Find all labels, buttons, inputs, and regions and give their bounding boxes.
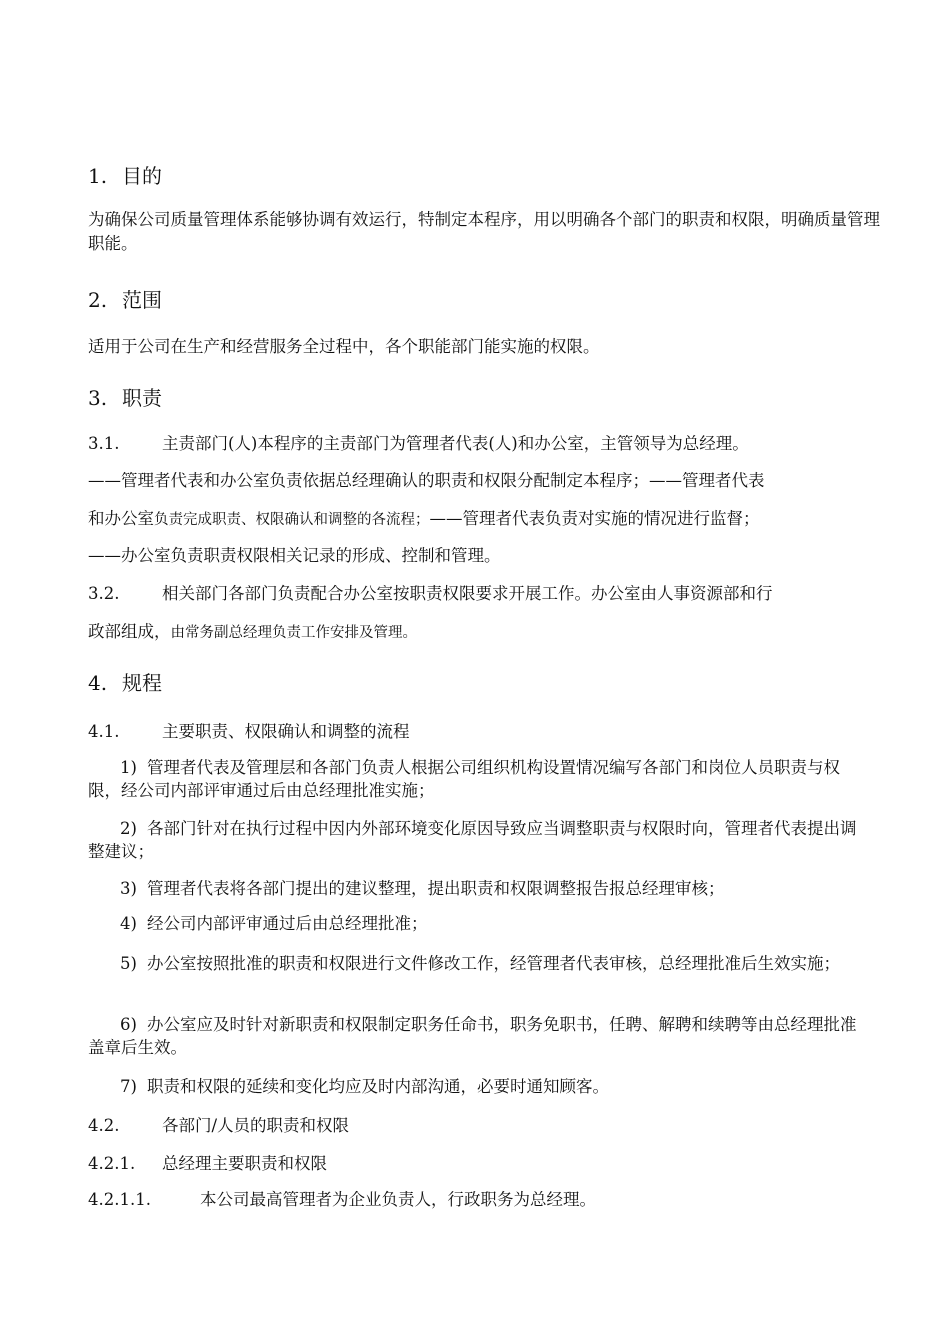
section-number: 3. [88, 386, 108, 410]
item-text: 各部门针对在执行过程中因内外部环境变化原因导致应当调整职责与权限时向，管理者代表提出调整建议； [88, 819, 857, 861]
text-fragment: ——管理者代表负责对实施的情况进行监督； [429, 509, 760, 528]
clause-3-1-line-3 [88, 505, 760, 529]
clause-3-1-line-4: ——办公室负责职责权限相关记录的形成、控制和管理。 [88, 546, 501, 565]
item-number: 4) [120, 914, 137, 933]
clause-number: 3.2. [88, 584, 120, 603]
clause-3-1 [88, 430, 749, 454]
text-fragment: 由常务副总经理负责工作安排及管理。 [170, 625, 417, 641]
section-title: 目的 [122, 164, 162, 188]
text-fragment: 负责完成职责、权限确认和调整的各流程； [154, 512, 430, 528]
item-number: 1) [120, 758, 137, 777]
section-title: 范围 [122, 288, 162, 312]
clause-4-1 [88, 718, 410, 742]
clause-3-2 [88, 580, 773, 604]
item-number: 5) [120, 954, 137, 973]
section-1-paragraph: 为确保公司质量管理体系能够协调有效运行，特制定本程序，用以明确各个部门的职责和权限，明确质量管理职能。 [88, 210, 880, 253]
item-text: 办公室应及时针对新职责和权限制定职务任命书，职务免职书，任聘、解聘和续聘等由总经理批准盖章后生效。 [88, 1015, 857, 1057]
list-item [88, 952, 868, 975]
clause-number: 4.1. [88, 722, 120, 741]
list-item [88, 756, 868, 802]
clause-4-2-1 [88, 1150, 327, 1174]
item-text: 管理者代表将各部门提出的建议整理，提出职责和权限调整报告报总经理审核； [146, 879, 725, 898]
text-fragment: 和办公室 [88, 509, 154, 528]
clause-text: 主责部门(人)本程序的主责部门为管理者代表(人)和办公室，主管领导为总经理。 [162, 434, 749, 453]
item-text: 职责和权限的延续和变化均应及时内部沟通，必要时通知顾客。 [146, 1077, 609, 1096]
clause-text: 总经理主要职责和权限 [162, 1154, 327, 1173]
section-title: 规程 [122, 671, 162, 695]
list-item [88, 912, 868, 935]
section-4-heading [88, 667, 162, 696]
text-fragment: 政部组成， [88, 622, 171, 641]
list-item [88, 817, 868, 863]
item-number: 2) [120, 819, 137, 838]
item-text: 管理者代表及管理层和各部门负责人根据公司组织机构设置情况编写各部门和岗位人员职责与权限，经公司内部评审通过后由总经理批准实施； [88, 758, 840, 800]
clause-3-2-line-2 [88, 618, 417, 642]
section-1-heading [88, 160, 162, 189]
section-2-heading [88, 284, 162, 313]
clause-number: 4.2.1.1. [88, 1190, 151, 1209]
section-2-paragraph: 适用于公司在生产和经营服务全过程中，各个职能部门能实施的权限。 [88, 337, 600, 356]
list-item [88, 1013, 868, 1059]
clause-number: 4.2.1. [88, 1154, 136, 1173]
clause-text: 本公司最高管理者为企业负责人，行政职务为总经理。 [200, 1190, 596, 1209]
section-number: 1. [88, 164, 108, 188]
clause-4-2-1-1 [88, 1186, 596, 1210]
clause-text: 各部门/人员的职责和权限 [162, 1116, 350, 1135]
clause-3-1-line-2: ——管理者代表和办公室负责依据总经理确认的职责和权限分配制定本程序；——管理者代表 [88, 471, 765, 490]
clause-text: 主要职责、权限确认和调整的流程 [162, 722, 410, 741]
section-number: 4. [88, 671, 108, 695]
clause-number: 4.2. [88, 1116, 120, 1135]
section-number: 2. [88, 288, 108, 312]
section-title: 职责 [122, 386, 162, 410]
item-text: 办公室按照批准的职责和权限进行文件修改工作，经管理者代表审核，总经理批准后生效实施； [146, 954, 840, 973]
clause-number: 3.1. [88, 434, 120, 453]
item-number: 7) [120, 1077, 137, 1096]
clause-4-2 [88, 1112, 349, 1136]
list-item [88, 1075, 868, 1098]
item-number: 6) [120, 1015, 137, 1034]
item-number: 3) [120, 879, 137, 898]
clause-text: 相关部门各部门负责配合办公室按职责权限要求开展工作。办公室由人事资源部和行 [162, 584, 773, 603]
section-3-heading [88, 382, 162, 411]
list-item [88, 877, 868, 900]
item-text: 经公司内部评审通过后由总经理批准； [146, 914, 428, 933]
